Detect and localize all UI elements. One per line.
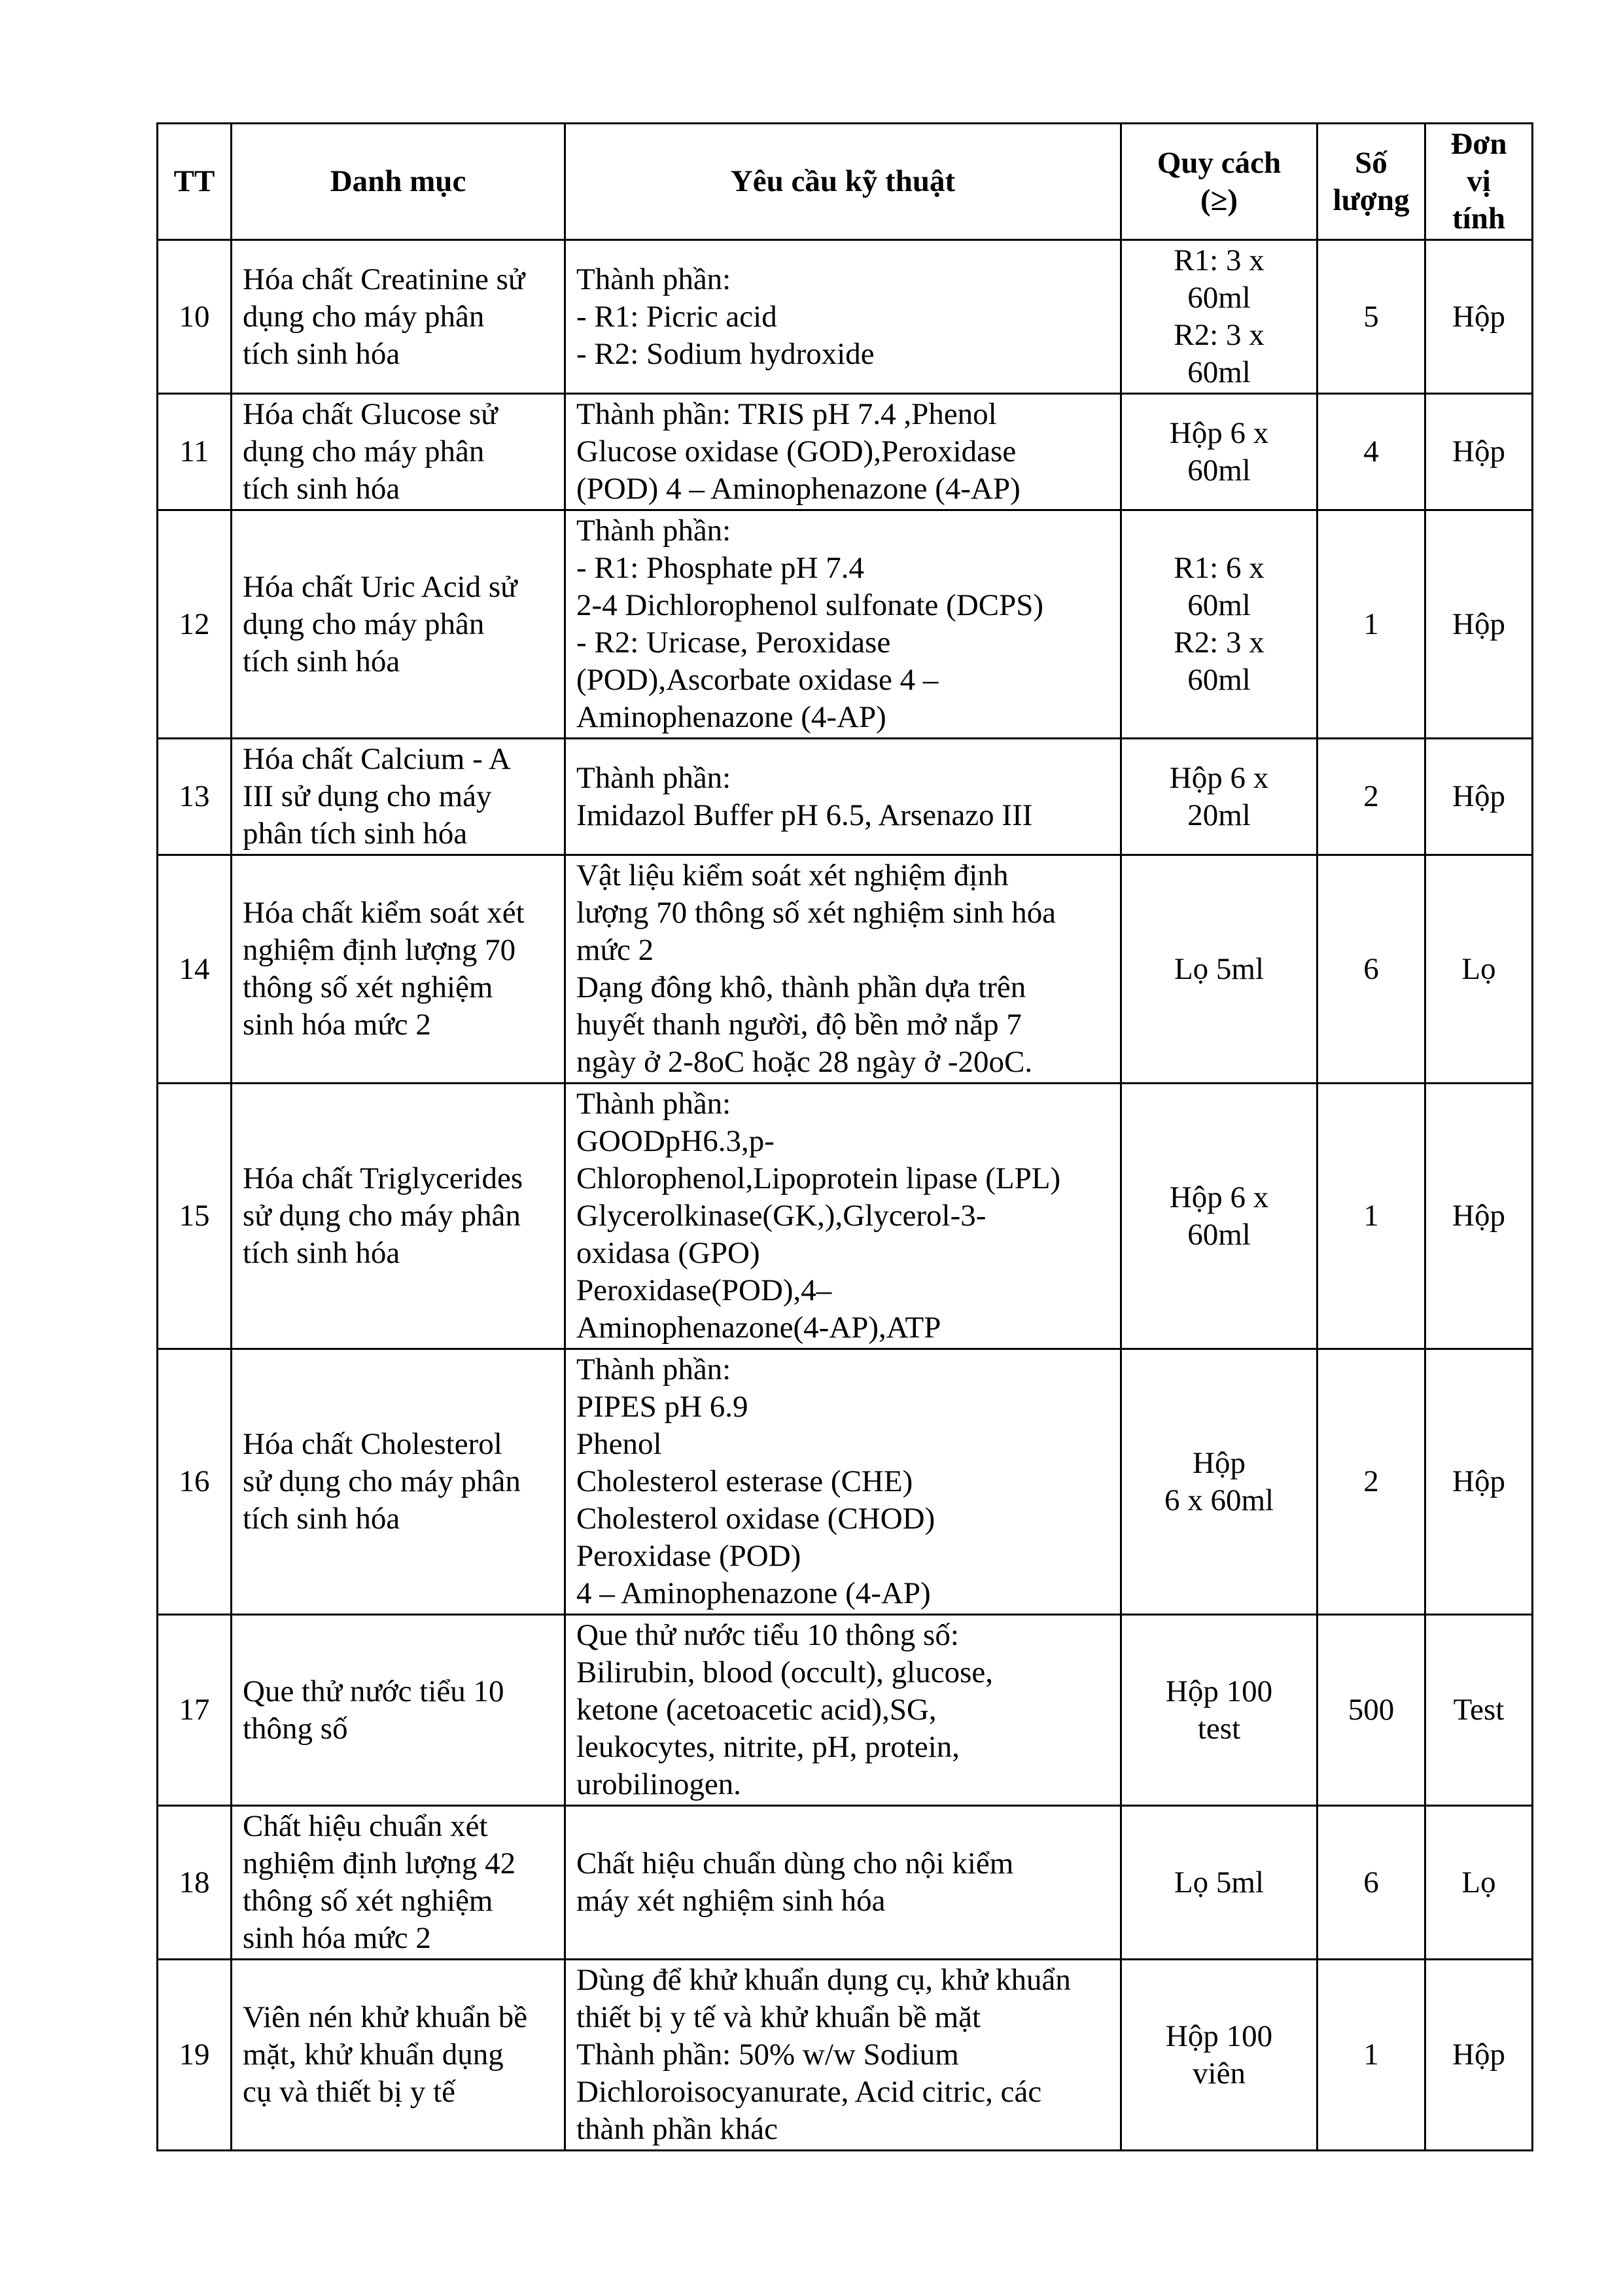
- cell-requirements: Thành phần: - R1: Phosphate pH 7.4 2-4 Dichlorophenol sulfonate (DCPS) - R2: Uricase, Peroxidase (POD),Ascorbate oxidase 4 – Aminophenazone (4-AP): [565, 510, 1121, 739]
- cell-unit: Hộp: [1425, 510, 1533, 739]
- cell-quantity: 4: [1318, 394, 1425, 510]
- cell-spec: Hộp 6 x 60ml: [1121, 394, 1318, 510]
- table-header-row: [158, 124, 1533, 240]
- cell-quantity: 2: [1318, 1349, 1425, 1615]
- cell-unit: Hộp: [1425, 1349, 1533, 1615]
- cell-requirements: Thành phần: PIPES pH 6.9 Phenol Cholesterol esterase (CHE) Cholesterol oxidase (CHOD) Peroxidase (POD) 4 – Aminophenazone (4-AP): [565, 1349, 1121, 1615]
- cell-tt: 16: [158, 1349, 232, 1615]
- table-row: [158, 1960, 1533, 2151]
- cell-quantity: 1: [1318, 510, 1425, 739]
- cell-quantity: 5: [1318, 240, 1425, 394]
- cell-tt: 12: [158, 510, 232, 739]
- cell-spec: R1: 3 x 60ml R2: 3 x 60ml: [1121, 240, 1318, 394]
- cell-spec: R1: 6 x 60ml R2: 3 x 60ml: [1121, 510, 1318, 739]
- cell-spec: Lọ 5ml: [1121, 855, 1318, 1084]
- header-category: Danh mục: [232, 124, 565, 240]
- cell-quantity: 6: [1318, 1806, 1425, 1960]
- cell-tt: 19: [158, 1960, 232, 2151]
- table-row: [158, 739, 1533, 855]
- table-row: [158, 1615, 1533, 1806]
- cell-unit: Hộp: [1425, 739, 1533, 855]
- cell-requirements: Vật liệu kiểm soát xét nghiệm định lượng 70 thông số xét nghiệm sinh hóa mức 2 Dạng đông khô, thành phần dựa trên huyết thanh người, độ bền mở nắp 7 ngày ở 2-8oC hoặc 28 ngày ở -20oC.: [565, 855, 1121, 1084]
- cell-spec: Hộp 6 x 60ml: [1121, 1349, 1318, 1615]
- cell-quantity: 1: [1318, 1960, 1425, 2151]
- table-row: [158, 394, 1533, 510]
- cell-category: Hóa chất Creatinine sử dụng cho máy phân tích sinh hóa: [232, 240, 565, 394]
- cell-unit: Hộp: [1425, 1960, 1533, 2151]
- cell-spec: Hộp 6 x 20ml: [1121, 739, 1318, 855]
- cell-spec: Hộp 100 test: [1121, 1615, 1318, 1806]
- cell-tt: 13: [158, 739, 232, 855]
- cell-category: Hóa chất kiểm soát xét nghiệm định lượng 70 thông số xét nghiệm sinh hóa mức 2: [232, 855, 565, 1084]
- cell-category: Hóa chất Calcium - A III sử dụng cho máy phân tích sinh hóa: [232, 739, 565, 855]
- cell-requirements: Thành phần: TRIS pH 7.4 ,Phenol Glucose oxidase (GOD),Peroxidase (POD) 4 – Aminophenazone (4-AP): [565, 394, 1121, 510]
- cell-tt: 14: [158, 855, 232, 1084]
- table-row: [158, 1349, 1533, 1615]
- cell-quantity: 1: [1318, 1084, 1425, 1349]
- cell-unit: Test: [1425, 1615, 1533, 1806]
- cell-category: Hóa chất Triglycerides sử dụng cho máy phân tích sinh hóa: [232, 1084, 565, 1349]
- cell-unit: Lọ: [1425, 855, 1533, 1084]
- table-row: [158, 240, 1533, 394]
- cell-requirements: Thành phần: Imidazol Buffer pH 6.5, Arsenazo III: [565, 739, 1121, 855]
- header-spec: Quy cách (≥): [1121, 124, 1318, 240]
- header-unit: Đơn vị tính: [1425, 124, 1533, 240]
- cell-quantity: 6: [1318, 855, 1425, 1084]
- header-requirements: Yêu cầu kỹ thuật: [565, 124, 1121, 240]
- table-row: [158, 855, 1533, 1084]
- cell-tt: 11: [158, 394, 232, 510]
- cell-tt: 18: [158, 1806, 232, 1960]
- cell-requirements: Que thử nước tiểu 10 thông số: Bilirubin, blood (occult), glucose, ketone (acetoacetic acid),SG, leukocytes, nitrite, pH, protein, urobilinogen.: [565, 1615, 1121, 1806]
- cell-quantity: 500: [1318, 1615, 1425, 1806]
- cell-requirements: Thành phần: GOODpH6.3,p- Chlorophenol,Lipoprotein lipase (LPL) Glycerolkinase(GK,),Glycerol-3- oxidasa (GPO) Peroxidase(POD),4– Aminophenazone(4-AP),ATP: [565, 1084, 1121, 1349]
- cell-category: Hóa chất Cholesterol sử dụng cho máy phân tích sinh hóa: [232, 1349, 565, 1615]
- cell-requirements: Chất hiệu chuẩn dùng cho nội kiểm máy xét nghiệm sinh hóa: [565, 1806, 1121, 1960]
- cell-category: Hóa chất Glucose sử dụng cho máy phân tích sinh hóa: [232, 394, 565, 510]
- cell-category: Chất hiệu chuẩn xét nghiệm định lượng 42 thông số xét nghiệm sinh hóa mức 2: [232, 1806, 565, 1960]
- cell-unit: Hộp: [1425, 1084, 1533, 1349]
- equipment-spec-table: [156, 122, 1533, 2151]
- cell-spec: Hộp 100 viên: [1121, 1960, 1318, 2151]
- cell-requirements: Dùng để khử khuẩn dụng cụ, khử khuẩn thiết bị y tế và khử khuẩn bề mặt Thành phần: 50% w/w Sodium Dichloroisocyanurate, Acid citric, các thành phần khác: [565, 1960, 1121, 2151]
- cell-quantity: 2: [1318, 739, 1425, 855]
- cell-spec: Hộp 6 x 60ml: [1121, 1084, 1318, 1349]
- table-row: [158, 1084, 1533, 1349]
- cell-tt: 10: [158, 240, 232, 394]
- cell-tt: 17: [158, 1615, 232, 1806]
- cell-unit: Lọ: [1425, 1806, 1533, 1960]
- header-quantity: Số lượng: [1318, 124, 1425, 240]
- table-row: [158, 510, 1533, 739]
- header-tt: TT: [158, 124, 232, 240]
- cell-category: Viên nén khử khuẩn bề mặt, khử khuẩn dụng cụ và thiết bị y tế: [232, 1960, 565, 2151]
- cell-spec: Lọ 5ml: [1121, 1806, 1318, 1960]
- cell-unit: Hộp: [1425, 240, 1533, 394]
- cell-category: Hóa chất Uric Acid sử dụng cho máy phân tích sinh hóa: [232, 510, 565, 739]
- cell-category: Que thử nước tiểu 10 thông số: [232, 1615, 565, 1806]
- cell-tt: 15: [158, 1084, 232, 1349]
- cell-unit: Hộp: [1425, 394, 1533, 510]
- table-row: [158, 1806, 1533, 1960]
- cell-requirements: Thành phần: - R1: Picric acid - R2: Sodium hydroxide: [565, 240, 1121, 394]
